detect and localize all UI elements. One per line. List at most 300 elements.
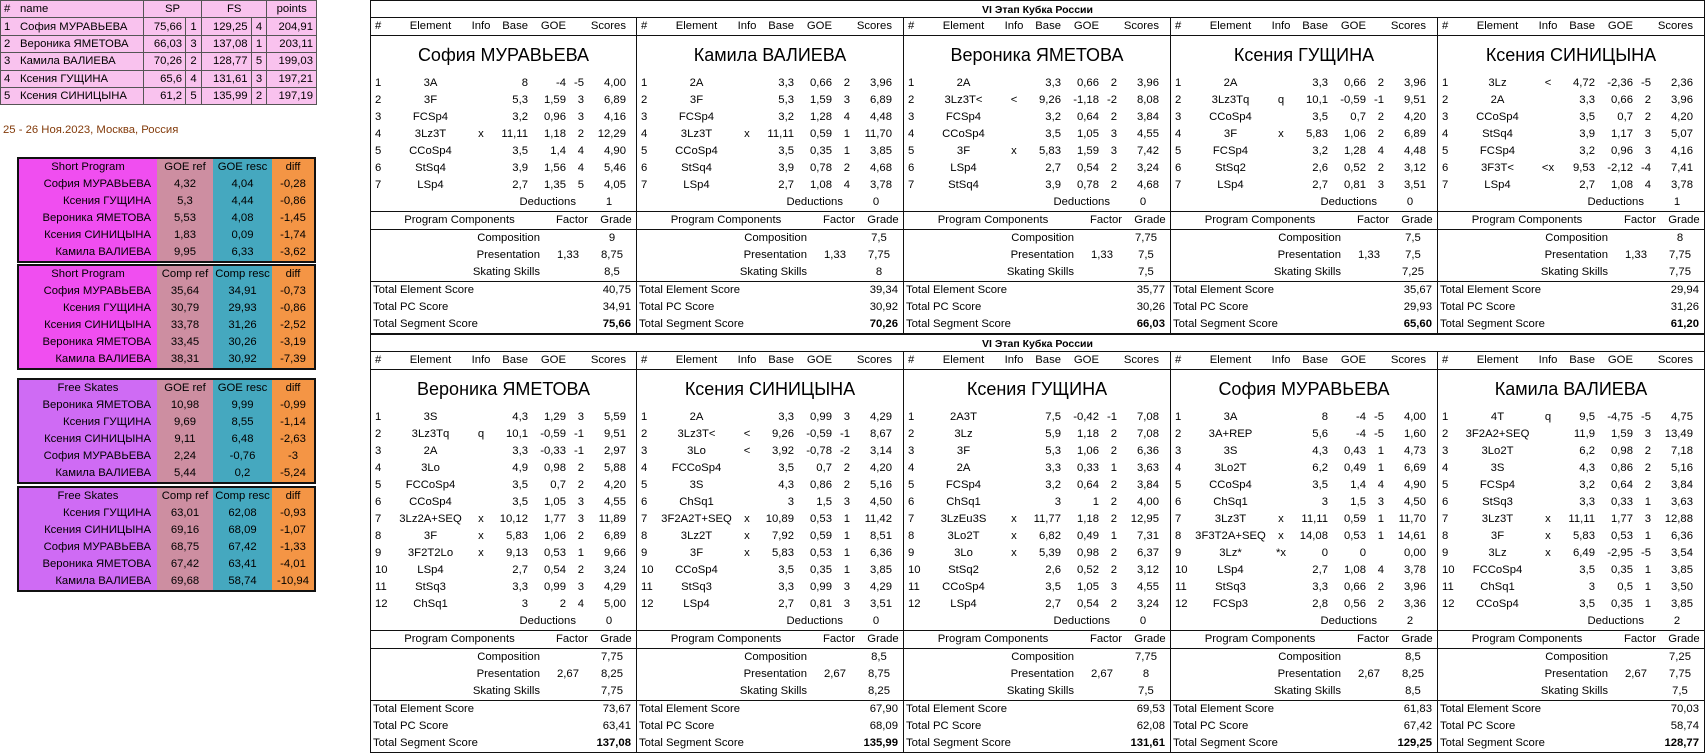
program-components-header <box>637 631 903 649</box>
element-cell <box>1268 443 1294 460</box>
element-cell: 5,16 <box>870 479 892 491</box>
pc-factor: 2,67 <box>1358 668 1380 680</box>
element-cell: 1 <box>375 411 382 423</box>
element-row <box>371 426 636 443</box>
element-cell: 1,28 <box>810 111 832 123</box>
element-cell: 3 <box>1175 111 1182 123</box>
element-cell: 7 <box>1442 179 1449 191</box>
comparison-header <box>19 266 314 283</box>
element-cell: ChSq1 <box>946 496 981 508</box>
comparison-cell: 2,24 <box>157 448 213 465</box>
deductions-value: 0 <box>872 615 880 627</box>
element-cell <box>1268 477 1294 494</box>
pc-factor <box>815 683 855 700</box>
element-row <box>1438 143 1704 160</box>
comparison-table <box>17 264 316 370</box>
program-components-header <box>904 631 1170 649</box>
element-cell: q <box>477 428 485 440</box>
pc-factor: 2,67 <box>1091 668 1113 680</box>
element-row <box>904 426 1170 443</box>
element-cell: 5,6 <box>1312 428 1328 440</box>
pc-factor: 1,33 <box>1091 249 1113 261</box>
element-cell: 1 <box>1377 513 1384 525</box>
element-cell: 4 <box>1175 462 1182 474</box>
element-cell: 3,3 <box>778 77 794 89</box>
skater-name: Ксения ГУЩИНА <box>1233 45 1375 65</box>
element-cell: 6,49 <box>1573 547 1595 559</box>
element-cell: 14,08 <box>1299 530 1328 542</box>
pc-name: Presentation <box>1010 249 1074 261</box>
element-row <box>1171 109 1437 126</box>
element-cell: 3,12 <box>1137 564 1159 576</box>
comparison-cell: -3 <box>272 448 314 465</box>
standings-table <box>0 0 317 105</box>
element-cell <box>468 477 494 494</box>
element-cell: 0,98 <box>1611 445 1633 457</box>
skater-name: Камила ВАЛИЕВА <box>1494 379 1648 399</box>
element-cell: 4 <box>843 111 850 123</box>
element-row <box>1438 160 1704 177</box>
element-cell: 4 <box>908 462 915 474</box>
col-spacer <box>832 18 850 35</box>
element-cell <box>468 579 494 596</box>
comparison-cell: 4,04 <box>213 176 272 193</box>
total-row <box>1438 701 1704 718</box>
element-cell: 4,68 <box>870 162 892 174</box>
skater-card <box>904 18 1171 334</box>
element-cell: StSq3 <box>1482 496 1513 508</box>
element-cell: 10,12 <box>499 513 528 525</box>
comparison-header-cell: GOE ref <box>157 159 213 176</box>
element-cell: 0,5 <box>1617 581 1633 593</box>
element-cell: 0,66 <box>1077 77 1099 89</box>
element-cell <box>734 596 760 613</box>
element-cell: 8 <box>1175 530 1182 542</box>
element-cell: 5,83 <box>506 530 528 542</box>
total-value: 67,90 <box>869 703 898 715</box>
deductions-row <box>1438 194 1704 212</box>
pc-label: Program Components <box>404 214 515 226</box>
pc-row <box>904 683 1170 701</box>
col-base: Base <box>768 354 794 366</box>
element-cell: 1,28 <box>1344 145 1366 157</box>
element-cell: -5 <box>1373 411 1384 423</box>
standings-row <box>1 18 317 35</box>
pc-grade: 7,5 <box>1405 249 1421 261</box>
comparison-cell: -2,63 <box>272 431 314 448</box>
element-cell: 1 <box>1644 581 1651 593</box>
element-cell: 3Lz3T <box>1214 513 1247 525</box>
skater-card <box>370 352 637 753</box>
pc-factor <box>548 649 588 666</box>
element-cell: 0,7 <box>1617 111 1633 123</box>
element-cell: 3,84 <box>1137 111 1159 123</box>
element-cell: 1,77 <box>1611 513 1633 525</box>
comparison-cell: 63,01 <box>157 505 213 522</box>
col-element: Element <box>1476 354 1519 366</box>
element-cell: 9 <box>1442 547 1449 559</box>
standings-cell: 5 <box>1 87 18 104</box>
comparison-cell: 5,44 <box>157 465 213 482</box>
element-cell: 3 <box>1110 581 1117 593</box>
pc-row <box>637 666 903 683</box>
element-cell: 3 <box>577 496 584 508</box>
total-label: Total Segment Score <box>906 318 1011 330</box>
element-cell: 6,37 <box>1137 547 1159 559</box>
total-row <box>1438 299 1704 316</box>
pc-name: Skating Skills <box>1273 266 1341 278</box>
total-label: Total Segment Score <box>906 737 1011 749</box>
element-cell <box>1535 477 1561 494</box>
element-cell: 14,61 <box>1397 530 1426 542</box>
element-row <box>904 126 1170 143</box>
element-cell: 3,96 <box>1404 77 1426 89</box>
element-cell: 1,17 <box>1611 128 1633 140</box>
program-components-header <box>904 212 1170 230</box>
element-row <box>1171 562 1437 579</box>
element-cell: 10,1 <box>506 428 528 440</box>
element-cell: 1,5 <box>1350 496 1366 508</box>
skater-card <box>1438 18 1705 334</box>
skater-name: Вероника ЯМЕТОВА <box>17 35 144 52</box>
grade-label: Grade <box>1668 214 1700 226</box>
comparison-row <box>19 334 314 351</box>
element-cell: 3,5 <box>1312 111 1328 123</box>
comparison-cell: 9,11 <box>157 431 213 448</box>
pc-name: Presentation <box>743 249 807 261</box>
skater-name: Вероника ЯМЕТОВА <box>19 397 157 414</box>
comparison-row <box>19 431 314 448</box>
element-cell: 1,59 <box>544 94 566 106</box>
element-row <box>1438 596 1704 613</box>
comparison-cell: -0,86 <box>272 193 314 210</box>
total-value: 34,91 <box>602 301 631 313</box>
element-cell: 0,49 <box>1344 462 1366 474</box>
total-label: Total Element Score <box>1440 703 1542 715</box>
col-base: Base <box>1569 20 1595 32</box>
element-row <box>1438 75 1704 92</box>
comparison-cell: -0,28 <box>272 176 314 193</box>
comparison-cell: 5,53 <box>157 210 213 227</box>
element-cell: StSq3 <box>1215 581 1246 593</box>
skater-name: Камила ВАЛИЕВА <box>17 53 144 70</box>
element-cell: 4,72 <box>1573 77 1595 89</box>
element-cell: 0,52 <box>1344 162 1366 174</box>
element-cell: 2,7 <box>1045 598 1061 610</box>
comparison-cell: -1,74 <box>272 227 314 244</box>
pc-factor: 2,67 <box>557 668 579 680</box>
element-cell: x <box>1545 547 1551 559</box>
total-value: 61,83 <box>1403 703 1432 715</box>
deductions-row <box>637 613 903 631</box>
element-cell: 1 <box>1442 77 1449 89</box>
col-hash: # <box>1175 354 1182 366</box>
element-cell: 5,07 <box>1671 128 1693 140</box>
element-cell: 3,9 <box>778 162 794 174</box>
element-row <box>1171 426 1437 443</box>
element-cell: 3S <box>1223 445 1238 457</box>
element-cell: 0,99 <box>810 411 832 423</box>
element-cell: *x <box>1275 547 1287 559</box>
total-value: 40,75 <box>602 284 631 296</box>
element-cell <box>1535 426 1561 443</box>
grade-label: Grade <box>600 633 632 645</box>
element-row <box>1171 160 1437 177</box>
element-row <box>1171 177 1437 194</box>
element-cell: 4,3 <box>512 411 528 423</box>
element-row <box>1438 460 1704 477</box>
col-element: Element <box>409 354 452 366</box>
element-cell: FCSp4 <box>678 111 715 123</box>
element-cell: 2 <box>1377 111 1384 123</box>
total-label: Total Element Score <box>639 284 741 296</box>
element-cell <box>1366 545 1384 562</box>
element-cell <box>1535 443 1561 460</box>
pc-name: Skating Skills <box>739 685 807 697</box>
standings-row <box>1 53 317 70</box>
pc-factor <box>548 264 588 281</box>
element-cell: -1 <box>1373 94 1384 106</box>
standings-cell: 199,03 <box>267 53 317 70</box>
comparison-cell: 34,91 <box>213 283 272 300</box>
element-cell: CCoSp4 <box>675 145 718 157</box>
element-cell: 4,48 <box>1404 145 1426 157</box>
comparison-table <box>17 378 316 484</box>
element-cell: 2A <box>1490 94 1505 106</box>
pc-factor <box>815 264 855 281</box>
element-cell: 2 <box>843 162 850 174</box>
element-row <box>371 409 636 426</box>
element-cell: 4 <box>577 145 584 157</box>
col-base: Base <box>1302 354 1328 366</box>
comparison-cell: 4,08 <box>213 210 272 227</box>
element-cell: 10 <box>375 564 388 576</box>
element-cell: 3 <box>1442 445 1449 457</box>
pc-name: Skating Skills <box>472 685 540 697</box>
element-cell <box>1001 494 1027 511</box>
element-cell: 3,24 <box>1137 598 1159 610</box>
element-row <box>904 109 1170 126</box>
element-row <box>904 528 1170 545</box>
pc-grade: 9 <box>608 232 616 244</box>
total-value: 129,25 <box>1397 737 1432 749</box>
pc-label: Program Components <box>670 633 782 645</box>
element-cell <box>1001 460 1027 477</box>
element-cell <box>734 92 760 109</box>
total-value: 131,61 <box>1130 737 1165 749</box>
element-cell <box>1001 477 1027 494</box>
element-cell: 3 <box>843 598 850 610</box>
comparison-cell: -0,86 <box>272 300 314 317</box>
col-element: Element <box>942 20 985 32</box>
element-cell: 8 <box>641 530 648 542</box>
grade-label: Grade <box>867 633 899 645</box>
element-cell: 3,9 <box>512 162 528 174</box>
element-cell: 3 <box>908 111 915 123</box>
pc-row <box>904 247 1170 264</box>
standings-cell: 61,2 <box>144 87 186 104</box>
element-cell: 7,08 <box>1137 428 1159 440</box>
element-cell: 6 <box>1442 496 1449 508</box>
element-cell: 3,2 <box>1312 145 1328 157</box>
pc-factor <box>1349 264 1389 281</box>
comparison-cell: 0,09 <box>213 227 272 244</box>
element-cell: x <box>1011 145 1017 157</box>
pc-name: Presentation <box>476 249 540 261</box>
grade-label: Grade <box>867 214 899 226</box>
comparison-header-cell: Comp ref <box>157 488 213 505</box>
pc-row <box>904 264 1170 282</box>
element-cell: 5,00 <box>604 598 626 610</box>
col-element: Element <box>675 354 718 366</box>
standings-header <box>1 1 317 18</box>
element-cell: 2 <box>1110 179 1117 191</box>
element-row <box>371 460 636 477</box>
element-cell: 1 <box>1175 411 1182 423</box>
standings-col-hash: # <box>1 1 18 18</box>
comparison-cell: 5,3 <box>157 193 213 210</box>
element-cell: 3Lo <box>954 547 973 559</box>
comparison-header-cell: Comp ref <box>157 266 213 283</box>
comparison-cell: -1,45 <box>272 210 314 227</box>
element-cell: LSp4 <box>683 598 710 610</box>
pc-row <box>1171 230 1437 247</box>
total-value: 65,60 <box>1403 318 1432 330</box>
element-cell: ChSq1 <box>413 598 448 610</box>
element-cell: 3,5 <box>778 564 794 576</box>
element-cell: 6,89 <box>604 530 626 542</box>
element-cell: 2 <box>1110 496 1117 508</box>
pc-row <box>1171 666 1437 683</box>
element-cell: 6,36 <box>1671 530 1693 542</box>
element-cell: 3A <box>1223 411 1238 423</box>
element-cell: 1,77 <box>544 513 566 525</box>
element-cell: 9 <box>908 547 915 559</box>
element-row <box>1438 545 1704 562</box>
standings-cell: 3 <box>1 53 18 70</box>
element-row <box>1438 426 1704 443</box>
element-cell: 1 <box>1377 445 1384 457</box>
comparison-header-cell: Comp resc <box>213 488 272 505</box>
element-cell: 6 <box>375 162 382 174</box>
element-cell: 3Lz <box>1488 547 1507 559</box>
element-cell: 3,78 <box>1404 564 1426 576</box>
comparison-cell: 31,26 <box>213 317 272 334</box>
element-cell: 3,36 <box>1404 598 1426 610</box>
element-cell: 2 <box>641 428 648 440</box>
skater-name: Вероника ЯМЕТОВА <box>417 379 590 399</box>
pc-row <box>371 247 636 264</box>
col-goe: GOE <box>1073 354 1099 366</box>
comparison-cell: -2,52 <box>272 317 314 334</box>
element-cell: 4 <box>375 462 382 474</box>
skater-name: Ксения ГУЩИНА <box>19 505 157 522</box>
element-cell: 3 <box>1442 111 1449 123</box>
comparison-header <box>19 159 314 176</box>
element-cell: 2 <box>843 462 850 474</box>
element-row <box>371 545 636 562</box>
element-cell: 2,7 <box>778 598 794 610</box>
element-row <box>904 477 1170 494</box>
element-cell: 2 <box>1110 479 1117 491</box>
element-cell: -2 <box>1106 94 1117 106</box>
skater-name: Вероника ЯМЕТОВА <box>19 556 157 573</box>
element-cell: 4 <box>577 598 584 610</box>
element-cell: 2 <box>1110 428 1117 440</box>
element-cell <box>734 562 760 579</box>
skater-name: Ксения ГУЩИНА <box>19 193 157 210</box>
col-info: Info <box>1271 354 1291 366</box>
element-cell: 3Lz3T< <box>944 94 983 106</box>
element-cell: 1 <box>843 564 850 576</box>
deductions-value: 1 <box>605 196 613 208</box>
pc-factor <box>1082 649 1122 666</box>
element-cell: 0,59 <box>810 530 832 542</box>
element-cell: 12,88 <box>1664 513 1693 525</box>
element-row <box>637 426 903 443</box>
pc-name: Skating Skills <box>1273 685 1341 697</box>
standings-cell: 65,6 <box>144 70 186 87</box>
element-cell: x <box>1011 513 1017 525</box>
col-goe: GOE <box>806 354 832 366</box>
comparison-row <box>19 300 314 317</box>
comparison-cell: 33,45 <box>157 334 213 351</box>
element-cell: 4,55 <box>604 496 626 508</box>
skater-name: София МУРАВЬЕВА <box>19 283 157 300</box>
standings-col-name: name <box>17 1 144 18</box>
col-info: Info <box>1538 354 1558 366</box>
element-cell: 2 <box>1110 513 1117 525</box>
standings-col-fs: FS <box>201 1 266 18</box>
element-cell <box>468 494 494 511</box>
element-cell: 3LzEu3S <box>940 513 987 525</box>
total-value: 31,26 <box>1670 301 1699 313</box>
total-label: Total Element Score <box>373 284 475 296</box>
comparison-row <box>19 317 314 334</box>
element-cell: 3 <box>641 445 648 457</box>
element-cell: < <box>1010 94 1018 106</box>
element-cell: 6,89 <box>604 94 626 106</box>
element-cell: 7,42 <box>1137 145 1159 157</box>
comparison-cell: -10,94 <box>272 573 314 590</box>
element-cell: 2A <box>423 445 438 457</box>
element-cell: x <box>1545 530 1551 542</box>
element-cell: 11 <box>641 581 653 593</box>
standings-cell: 137,08 <box>201 35 251 52</box>
pc-row <box>1438 247 1704 264</box>
element-cell: -5 <box>1373 428 1384 440</box>
skater-name: Ксения СИНИЦЫНА <box>19 522 157 539</box>
element-row <box>371 443 636 460</box>
total-label: Total Element Score <box>1173 703 1275 715</box>
skater-name: Ксения ГУЩИНА <box>19 300 157 317</box>
element-row <box>904 143 1170 160</box>
element-row <box>904 177 1170 194</box>
element-cell: 4 <box>1175 128 1182 140</box>
comparison-cell: 30,92 <box>213 351 272 368</box>
element-cell <box>1001 177 1027 194</box>
comparison-row <box>19 556 314 573</box>
comparison-row <box>19 397 314 414</box>
element-cell: 6,69 <box>1404 462 1426 474</box>
comparison-header-cell: Short Program <box>19 159 157 176</box>
element-cell: 5 <box>1175 145 1182 157</box>
element-cell: 2 <box>559 598 566 610</box>
col-info: Info <box>1538 20 1558 32</box>
total-label: Total Element Score <box>639 703 741 715</box>
total-label: Total Segment Score <box>639 318 744 330</box>
pc-grade: 7,75 <box>1135 651 1157 663</box>
